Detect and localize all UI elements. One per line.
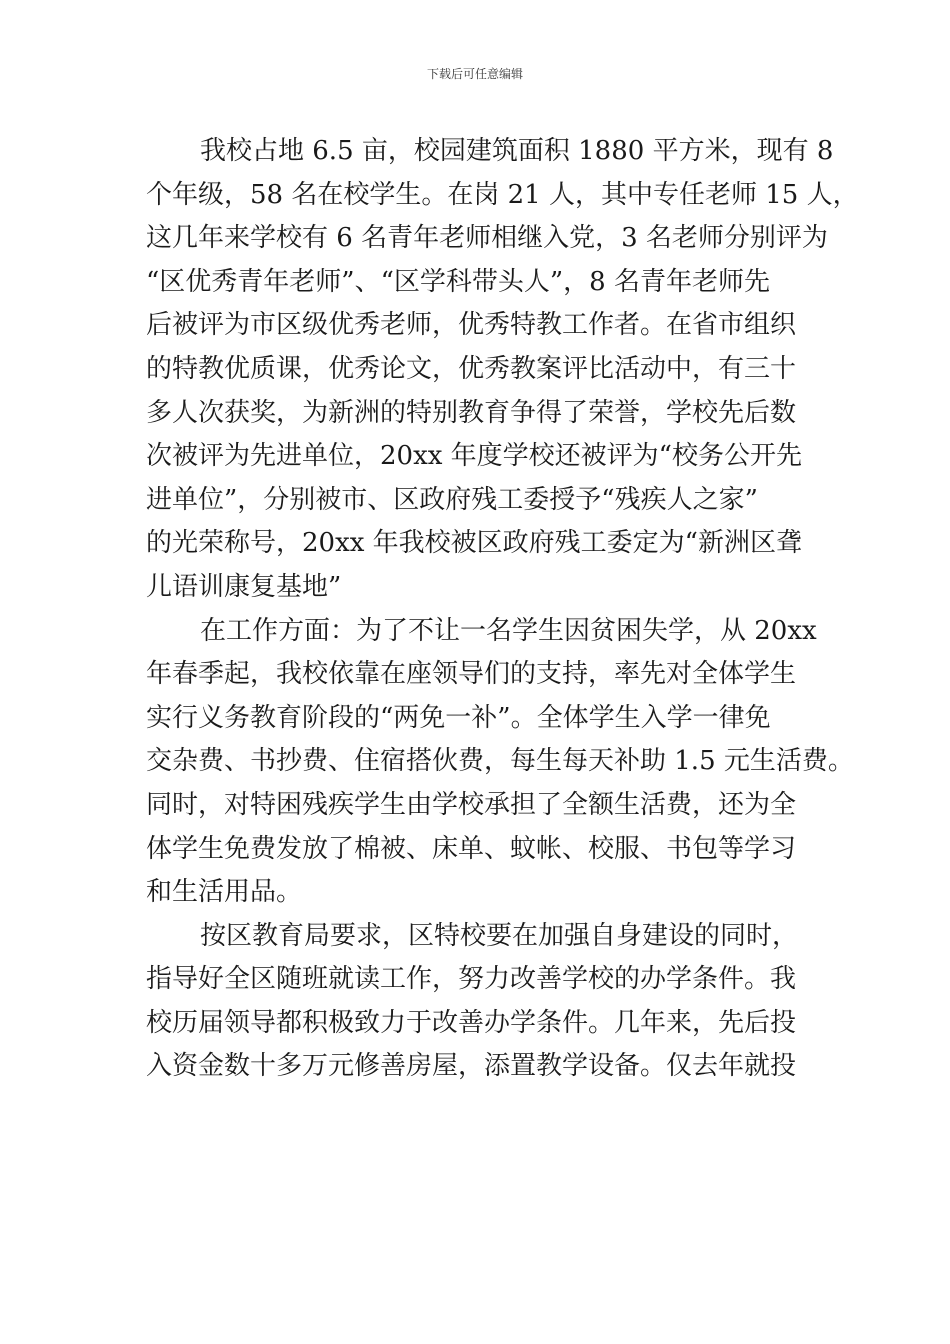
text-line: 这几年来学校有 6 名青年老师相继入党，3 名老师分别评为 bbox=[146, 223, 828, 254]
paragraph bbox=[146, 610, 854, 915]
text-line: 在工作方面：为了不让一名学生因贫困失学，从 20xx bbox=[200, 615, 817, 646]
document-body bbox=[146, 130, 859, 1089]
text-line: 校历届领导都积极致力于改善办学条件。几年来，先后投 bbox=[146, 1007, 797, 1038]
paragraph bbox=[146, 915, 846, 1089]
page-header: 下载后可任意编辑 bbox=[426, 67, 523, 81]
text-line: 入资金数十多万元修善房屋，添置教学设备。仅去年就投 bbox=[146, 1051, 797, 1082]
paragraph bbox=[146, 130, 859, 610]
text-line: 儿语训康复基地” bbox=[146, 571, 342, 602]
text-line: 后被评为市区级优秀老师，优秀特教工作者。在省市组织 bbox=[146, 310, 797, 341]
text-line: 交杂费、书抄费、住宿搭伙费，每生每天补助 1.5 元生活费。 bbox=[146, 746, 854, 777]
text-line: 个年级，58 名在校学生。在岗 21 人，其中专任老师 15 人， bbox=[146, 179, 859, 210]
text-line: 多人次获奖，为新洲的特别教育争得了荣誉，学校先后数 bbox=[146, 397, 797, 428]
text-line: 的光荣称号，20xx 年我校被区政府残工委定为“新洲区聋 bbox=[146, 528, 802, 559]
text-line: “区优秀青年老师”、“区学科带头人”，8 名青年老师先 bbox=[146, 266, 770, 297]
text-line: 实行义务教育阶段的“两免一补”。全体学生入学一律免 bbox=[146, 702, 771, 733]
text-line: 指导好全区随班就读工作，努力改善学校的办学条件。我 bbox=[146, 964, 797, 995]
text-line: 次被评为先进单位，20xx 年度学校还被评为“校务公开先 bbox=[146, 441, 802, 472]
text-line: 年春季起，我校依靠在座领导们的支持，率先对全体学生 bbox=[146, 659, 797, 690]
text-line: 进单位”，分别被市、区政府残工委授予“残疾人之家” bbox=[146, 484, 758, 515]
text-line: 体学生免费发放了棉被、床单、蚊帐、校服、书包等学习 bbox=[146, 833, 797, 864]
text-line: 的特教优质课，优秀论文，优秀教案评比活动中，有三十 bbox=[146, 353, 797, 384]
text-line: 同时，对特困残疾学生由学校承担了全额生活费，还为全 bbox=[146, 789, 797, 820]
text-line: 按区教育局要求，区特校要在加强自身建设的同时， bbox=[200, 920, 799, 951]
text-line: 和生活用品。 bbox=[146, 877, 303, 908]
text-line: 我校占地 6.5 亩，校园建筑面积 1880 平方米，现有 8 bbox=[200, 136, 834, 166]
